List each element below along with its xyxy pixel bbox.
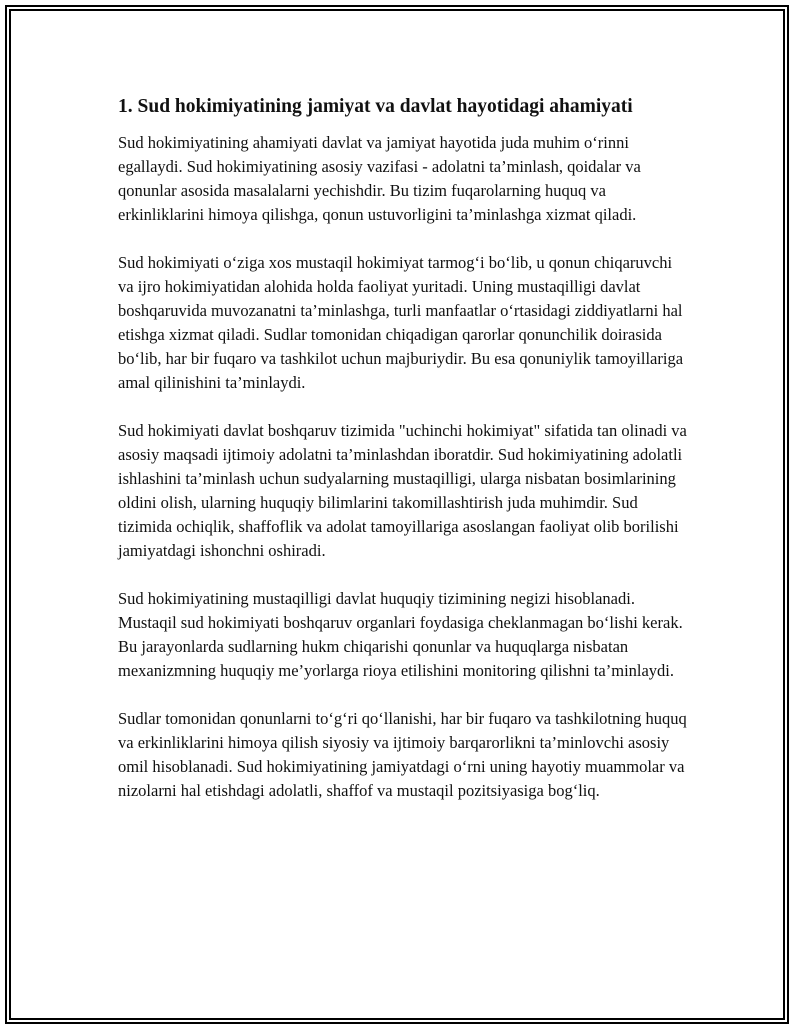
paragraph-2: Sud hokimiyati o‘ziga xos mustaqil hokimiyat tarmog‘i bo‘lib, u qonun chiqaruvchi va ijro hokimiyatidan alohida holda faoliyat yuritadi. Uning mustaqilligi davlat boshqaruvida muvozanatni ta’minlashga, turli manfaatlar o‘rtasidagi ziddiyatlarni hal etishga xizmat qiladi. Sudlar tomonidan chiqadigan qarorlar qonunchilik doirasida bo‘lib, har bir fuqaro va tashkilot uchun majburiydir. Bu esa qonuniylik tamoyillariga amal qilinishini ta’minlaydi. (118, 253, 684, 392)
paragraph-4: Sud hokimiyatining mustaqilligi davlat huquqiy tizimining negizi hisoblanadi. Mustaqil sud hokimiyati boshqaruv organlari foydasiga cheklanmagan bo‘lishi kerak. Bu jarayonlarda sudlarning hukm chiqarishi qonunlar va huquqlarga nisbatan mexanizmning huquqiy me’yorlarga rioya etilishini monitoring qilishni ta’minlaydi. (118, 589, 683, 680)
paragraph-5: Sudlar tomonidan qonunlarni to‘g‘ri qo‘llanishi, har bir fuqaro va tashkilotning huquq va erkinliklarini himoya qilish siyosiy va ijtimoiy barqarorlikni ta’minlovchi asosiy omil hisoblanadi. Sud hokimiyatining jamiyatdagi o‘rni uning hayotiy muammolar va nizolarni hal etishdagi adolatli, shaffof va mustaqil pozitsiyasiga bog‘liq. (118, 709, 687, 800)
paragraph-1: Sud hokimiyatining ahamiyati davlat va jamiyat hayotida juda muhim o‘rinni egallaydi. Sud hokimiyatining asosiy vazifasi - adolatni ta’minlash, qoidalar va qonunlar asosida masalalarni yechishdir. Bu tizim fuqarolarning huquq va erkinliklarini himoya qilishga, qonun ustuvorligini ta’minlashga xizmat qiladi. (118, 133, 641, 224)
paragraph-3: Sud hokimiyati davlat boshqaruv tizimida "uchinchi hokimiyat" sifatida tan olinadi va asosiy maqsadi ijtimoiy adolatni ta’minlashdan iboratdir. Sud hokimiyatining adolatli ishlashini ta’minlash uchun sudyalarning mustaqilligi, ularga nisbatan bosimlarining oldini olish, ularning huquqiy bilimlarini takomillashtirish juda muhimdir. Sud tizimida ochiqlik, shaffoflik va adolat tamoyillariga asoslangan faoliyat olib borilishi jamiyatdagi ishonchni oshiradi. (118, 421, 687, 560)
document-body (118, 94, 688, 827)
document-title: 1. Sud hokimiyatining jamiyat va davlat hayotidagi ahamiyati (118, 96, 633, 117)
